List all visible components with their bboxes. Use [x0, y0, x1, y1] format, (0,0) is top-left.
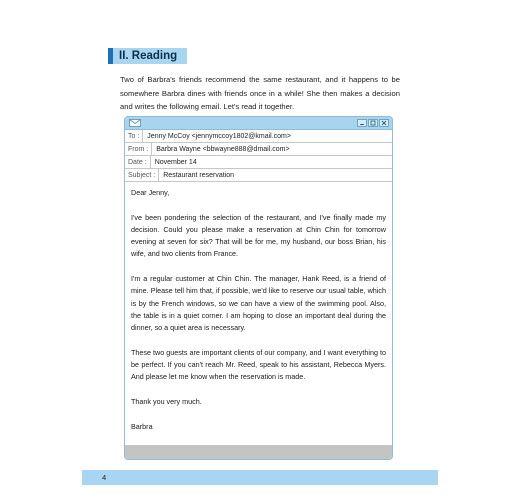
email-paragraph-2: I'm a regular customer at Chin Chin. The manager, Hank Reed, is a friend of mine. Please tell him that, if possible, we'd like to reserve our usual table, which is by the French windows, so we can have a view of the swimming pool. Also, the table is in a quiet corner. I am hoping to close an important deal during the dinner, so a quiet area is necessary.: [131, 274, 386, 333]
email-titlebar: [125, 117, 392, 130]
to-label: To :: [128, 130, 143, 142]
date-label: Date :: [128, 156, 151, 168]
date-field[interactable]: November 14: [154, 158, 197, 166]
email-signature: Barbra: [131, 421, 153, 431]
to-row: [125, 130, 392, 143]
intro-paragraph: Two of Barbra's friends recommend the same restaurant, and it happens to be somewhere Barbra dines with friends once in a while! She then makes a decision and writes the following email. Let's read it together.: [120, 75, 400, 111]
email-greeting: Dear Jenny,: [131, 188, 170, 197]
subject-label: Subject :: [128, 169, 159, 181]
email-bottom-bar: [125, 445, 392, 459]
email-paragraph-1: I've been pondering the selection of the restaurant, and I've finally made my decision. Could you please make a reservation at Chin Chin for tomorrow evening at seven for six? That will be for me, my husband, our boss Brian, his wife, and two clients from France.: [131, 212, 386, 259]
email-body[interactable]: [125, 182, 392, 458]
page-footer: [82, 470, 438, 485]
from-field[interactable]: Barbra Wayne <bbwayne888@dmail.com>: [156, 145, 290, 153]
email-paragraph-3: These two guests are important clients of our company, and I want everything to be perfect. If you can't reach Mr. Reed, speak to his assistant, Rebecca Myers. And please let me know when the reservation is made.: [131, 347, 386, 382]
minimize-icon[interactable]: [357, 119, 367, 127]
from-row: [125, 143, 392, 156]
email-thanks: Thank you very much.: [131, 397, 202, 407]
section-title: II. Reading: [113, 48, 187, 64]
section-heading: [108, 48, 187, 64]
to-field[interactable]: Jenny McCoy <jennymccoy1802@kmail.com>: [147, 132, 291, 140]
from-label: From :: [128, 143, 152, 155]
email-window: [124, 116, 393, 460]
envelope-icon: [129, 119, 141, 127]
date-row: [125, 156, 392, 169]
subject-row: [125, 169, 392, 182]
page-number: 4: [102, 473, 107, 482]
close-icon[interactable]: [379, 119, 389, 127]
window-controls: [357, 119, 389, 127]
subject-field[interactable]: Restaurant reservation: [163, 171, 235, 179]
maximize-icon[interactable]: [368, 119, 378, 127]
